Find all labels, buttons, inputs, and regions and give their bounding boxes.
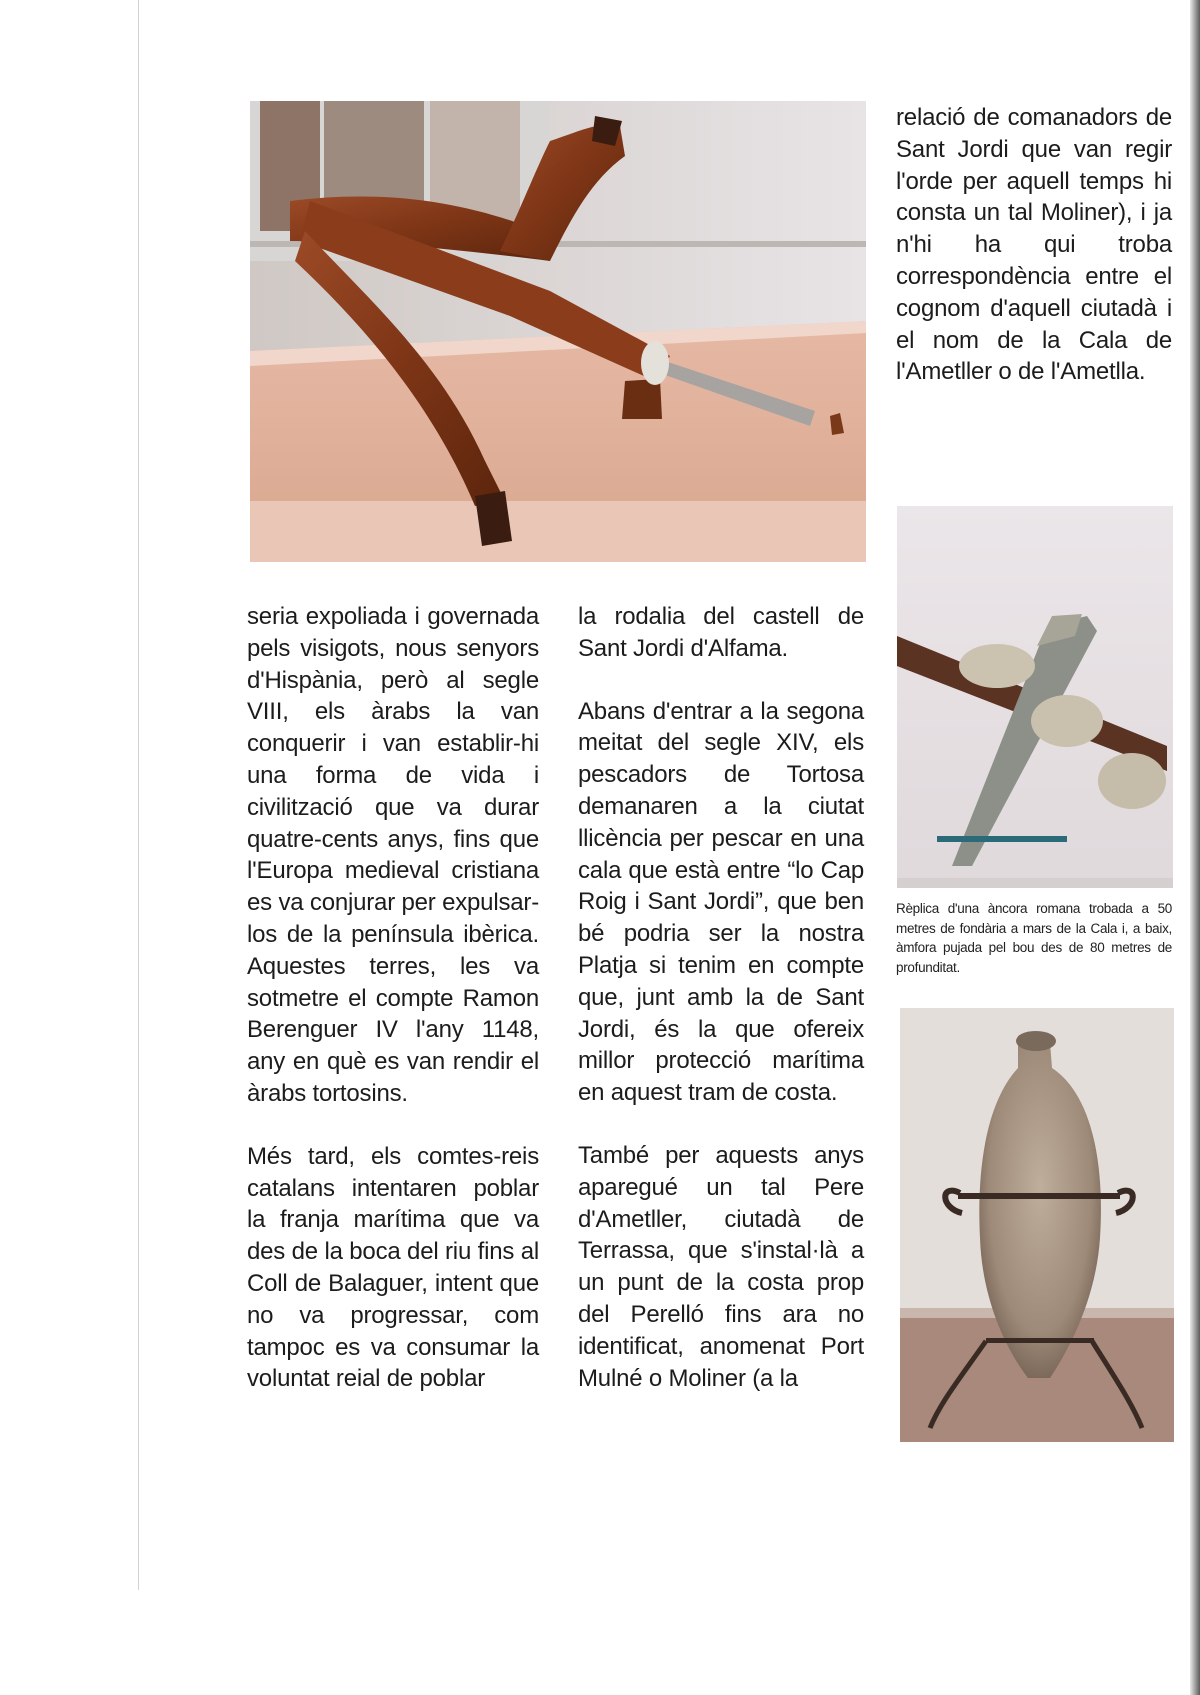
text-column-middle [578,601,864,1394]
paragraph: la rodalia del castell de Sant Jordi d'Alfama. [578,603,864,662]
text-column-left [247,601,539,1395]
binding-line [138,0,139,1590]
paragraph: Més tard, els comtes-reis catalans intentaren poblar la franja marítima que va des de la boca del riu fins al Coll de Balaguer, intent que no va progressar, com tampoc es va consumar la voluntat reial de poblar [247,1142,539,1393]
paragraph: També per aquests anys aparegué un tal Pere d'Ametller, ciutadà de Terrassa, que s'instal·là a un punt de la costa prop del Perelló fins ara no identificat, anomenat Port Mulné o Moliner (a la [578,1141,864,1392]
photo-caption: Rèplica d'una àncora romana trobada a 50 metres de fondària a mars de la Cala i, a baix, àmfora pujada pel bou des de 80 metres de profunditat. [896,901,1172,975]
paragraph: seria expoliada i governada pels visigots, nous senyors d'Hispània, però al segle VIII, els àrabs la van conquerir i van establir-hi una forma de vida i civilització que va durar quatre-cents anys, fins que l'Europa medieval cristiana es va conjurar per expulsar-los de la península ibèrica. Aquestes terres, les va sotmetre el compte Ramon Berenguer IV l'any 1148, any en què es van rendir el àrabs tortosins. [247,603,539,1107]
paragraph: relació de comanadors de Sant Jordi que van regir l'orde per aquell temps hi consta un tal Moliner), i ja n'hi ha qui troba correspondència entre el cognom d'aquell ciutadà i el nom de la Cala de l'Ametller o de l'Ametlla. [896,104,1172,386]
page-edge-shadow [1190,0,1200,1695]
amphora-photo [900,1008,1174,1442]
anchor-detail-photo [897,506,1173,888]
anchor-photo [250,101,866,562]
paragraph: Abans d'entrar a la segona meitat del segle XIV, els pescadors de Tortosa demanaren a la ciutat llicència per pescar en una cala que està entre “lo Cap Roig i Sant Jordi”, que ben bé podria ser la nostra Platja si tenim en compte que, junt amb la de Sant Jordi, és la que ofereix millor protecció marítima en aquest tram de costa. [578,697,864,1107]
text-column-right [896,102,1172,388]
